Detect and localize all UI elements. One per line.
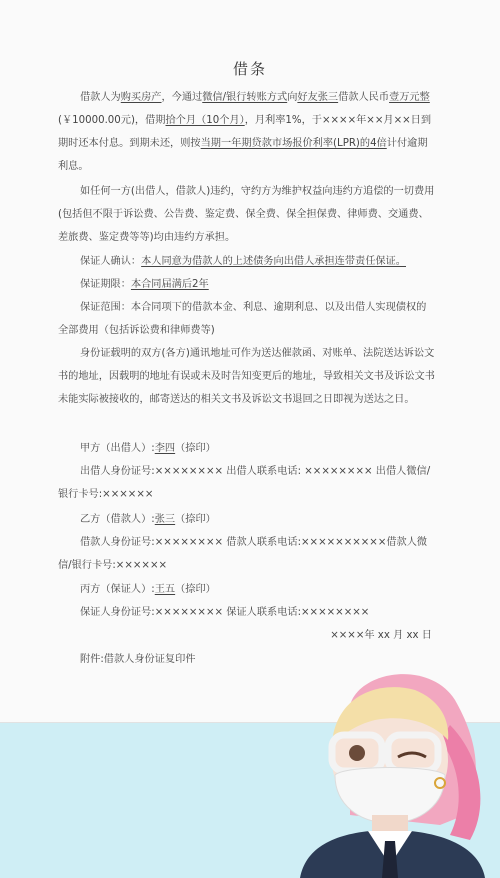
fingerprint-note: （捺印） bbox=[175, 443, 216, 454]
label: 保证期限： bbox=[80, 279, 131, 290]
guarantee-scope: 保证范围：本合同项下的借款本金、利息、逾期利息、以及出借人实现债权的全部费用（包括诉讼费和律师费等) bbox=[58, 302, 427, 336]
guarantee-period-value: 本合同届满后2年 bbox=[130, 279, 209, 290]
late-interest-rate: 当期一年期贷款市场报价利率(LPR)的4倍 bbox=[200, 138, 387, 149]
payment-method: 微信/银行转账方式 bbox=[202, 92, 288, 103]
party-b-info: 借款人身份证号:×××××××× 借款人联系电话:××××××××××借款人微信/银行卡号:×××××× bbox=[58, 537, 428, 571]
party-a-line bbox=[58, 437, 436, 460]
attachment-note: 附件:借款人身份证复印件 bbox=[80, 654, 196, 665]
text: (￥10000.00元)，借期 bbox=[58, 115, 166, 126]
text: 向 bbox=[287, 92, 298, 103]
fingerprint-note: （捺印） bbox=[175, 584, 216, 595]
text: 借款人为 bbox=[80, 92, 121, 103]
party-c-info: 保证人身份证号:×××××××× 保证人联系电话:×××××××× bbox=[80, 607, 370, 618]
text: 借款人民币 bbox=[338, 92, 390, 103]
text: ，今通过 bbox=[161, 92, 203, 103]
guarantee-period bbox=[58, 273, 436, 296]
fingerprint-note: （捺印） bbox=[175, 514, 216, 525]
label: 乙方（借款人）: bbox=[80, 514, 155, 525]
loan-term: 拾个月（10个月） bbox=[165, 115, 245, 126]
lender-name: 好友张三 bbox=[297, 92, 339, 103]
breach-paragraph: 如任何一方(出借人，借款人)违约，守约方为维护权益向违约方追偿的一切费用(包括但不限于诉讼费、公告费、鉴定费、保全费、保全担保费、律师费、交通费、差旅费、鉴定费等等)均由违约方承担。 bbox=[58, 186, 435, 243]
text: ，月利率1%，于××××年××月××日到期时还本付息。到期未还，则按 bbox=[58, 115, 432, 149]
party-c-name: 王五 bbox=[154, 584, 176, 595]
address-clause: 身份证载明的双方(各方)通讯地址可作为送达催款函、对账单、法院送达诉讼文书的地址，因载明的地址有误或未及时告知变更后的地址，导致相关文书及诉讼文书未能实际被接收的，邮寄送达的相关文书及诉讼文书退回之日即视为送达之日。 bbox=[58, 348, 435, 405]
party-c-line bbox=[58, 578, 436, 601]
party-a-info: 出借人身份证号:×××××××× 出借人联系电话: ×××××××× 出借人微信/银行卡号:×××××× bbox=[58, 466, 431, 500]
party-b-name: 张三 bbox=[154, 514, 176, 525]
label: 丙方（保证人）: bbox=[80, 584, 155, 595]
party-b-line bbox=[58, 508, 436, 531]
document-title: 借条 bbox=[232, 60, 267, 78]
loan-terms-paragraph bbox=[58, 86, 436, 178]
text: 计付逾期利息。 bbox=[58, 138, 428, 172]
guarantee-statement: 本人同意为借款人的上述债务向出借人承担连带责任保证。 bbox=[141, 256, 406, 267]
label: 保证人确认： bbox=[80, 256, 142, 267]
loan-amount: 壹万元整 bbox=[389, 92, 430, 103]
party-a-name: 李四 bbox=[154, 443, 176, 454]
avatar-character bbox=[290, 665, 500, 878]
guarantor-confirm bbox=[58, 250, 436, 273]
signing-date: ××××年 xx 月 xx 日 bbox=[330, 630, 432, 641]
label: 甲方（出借人）: bbox=[80, 443, 155, 454]
loan-purpose: 购买房产 bbox=[120, 92, 162, 103]
